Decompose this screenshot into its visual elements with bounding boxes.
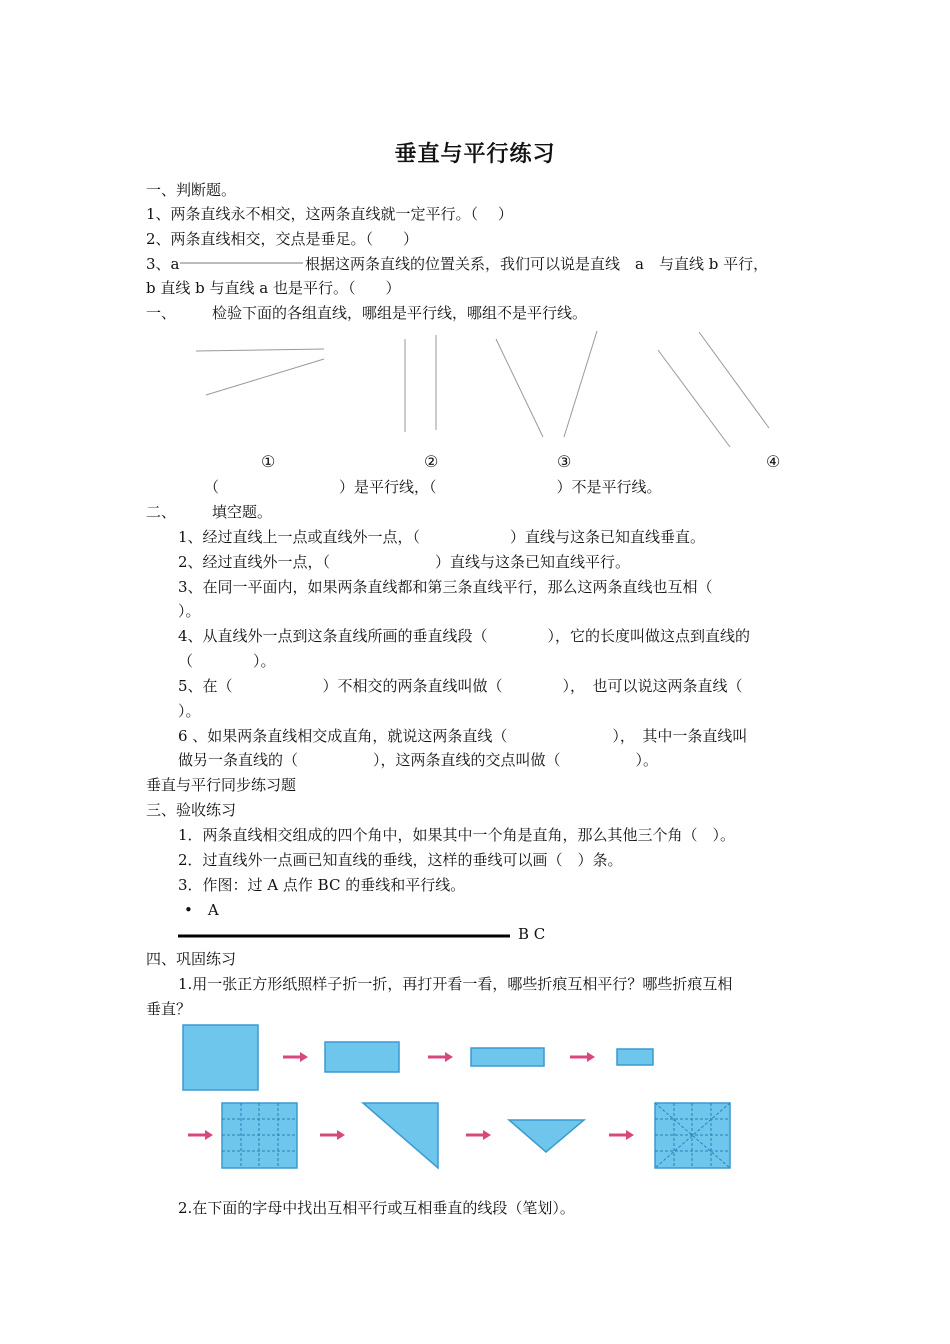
question-1-3-prefix: 3、a: [146, 255, 180, 273]
group-label-1: ①: [261, 452, 276, 471]
arrow-icon: [466, 1130, 491, 1140]
question-2-2: 2、经过直线外一点，（ ）直线与这条已知直线平行。: [178, 553, 631, 571]
arrow-icon: [609, 1130, 634, 1140]
question-2-5b: ）。: [178, 702, 201, 720]
group-label-4: ④: [766, 452, 781, 471]
arrow-icon: [570, 1052, 595, 1062]
fold-grid-square: [222, 1103, 297, 1168]
group-label-2: ②: [424, 452, 439, 471]
bc-label: B C: [518, 925, 546, 943]
question-2-3a: 3、在同一平面内，如果两条直线都和第三条直线平行，那么这两条直线也互相（: [178, 578, 713, 596]
fold-unfolded-square: [655, 1103, 730, 1168]
question-2-6a: 6 、如果两条直线相交成直角，就说这两条直线（ ）， 其中一条直线叫: [178, 727, 748, 745]
sync-title: 垂直与平行同步练习题: [146, 776, 297, 794]
section4-heading: 四、巩固练习: [146, 950, 237, 968]
arrow-icon: [320, 1130, 345, 1140]
question-3-2: 2．过直线外一点画已知直线的垂线，这样的垂线可以画（ ）条。: [178, 851, 623, 869]
question-3-3: 3．作图：过 A 点作 BC 的垂线和平行线。: [178, 876, 466, 894]
fold-square: [183, 1025, 258, 1090]
question-4-1b: 垂直？: [146, 1000, 192, 1018]
question-4-2: 2.在下面的字母中找出互相平行或互相垂直的线段（笔划）。: [178, 1199, 575, 1217]
question-4-1a: 1.用一张正方形纸照样子折一折，再打开看一看，哪些折痕互相平行？哪些折痕互相: [178, 975, 733, 993]
section2-heading-text: 填空题。: [212, 503, 273, 521]
fold-eighth: [617, 1049, 653, 1065]
question-1-3-line2: b 直线 b 与直线 a 也是平行。（ ）: [146, 279, 401, 297]
page-title: 垂直与平行练习: [394, 141, 556, 167]
fold-half: [325, 1042, 399, 1072]
arrow-icon: [188, 1130, 213, 1140]
question-3-1: 1．两条直线相交组成的四个角中，如果其中一个角是直角，那么其他三个角（ ）。: [178, 826, 736, 844]
check-heading-num: 一、: [146, 304, 177, 322]
line-group-4b: [699, 332, 769, 428]
question-1-1: 1、两条直线永不相交，这两条直线就一定平行。（ ）: [146, 205, 513, 223]
line-group-1a: [196, 349, 324, 351]
group-label-3: ③: [557, 452, 572, 471]
fold-quarter: [471, 1048, 544, 1066]
question-2-4a: 4、从直线外一点到这条直线所画的垂直线段（ ），它的长度叫做这点到直线的: [178, 627, 751, 645]
question-2-6b: 做另一条直线的（ ），这两条直线的交点叫做（ ）。: [178, 751, 659, 769]
question-2-5a: 5、在（ ）不相交的两条直线叫做（ ）， 也可以说这两条直线（: [178, 677, 743, 695]
line-group-3b: [564, 331, 597, 437]
line-group-1b: [206, 359, 324, 395]
check-answer-line: （ ）是平行线，（ ）不是平行线。: [204, 478, 662, 496]
line-group-4a: [658, 350, 730, 447]
arrow-icon: [283, 1052, 308, 1062]
question-1-3-line1: 根据这两条直线的位置关系，我们可以说是直线 a 与直线 b 平行，: [305, 255, 769, 273]
question-1-2: 2、两条直线相交，交点是垂足。（ ）: [146, 230, 419, 248]
question-2-3b: ）。: [178, 602, 201, 620]
fold-triangle-right: [363, 1103, 438, 1168]
section1-heading: 一、判断题。: [146, 181, 237, 199]
fold-triangle-down: [509, 1120, 584, 1152]
line-group-3a: [496, 339, 543, 437]
question-2-1: 1、经过直线上一点或直线外一点，（ ）直线与这条已知直线垂直。: [178, 528, 706, 546]
point-a-label: • A: [184, 901, 219, 919]
arrow-icon: [428, 1052, 453, 1062]
check-heading-text: 检验下面的各组直线，哪组是平行线，哪组不是平行线。: [212, 304, 588, 322]
section3-heading: 三、验收练习: [146, 801, 237, 819]
question-2-4b: （ ）。: [178, 652, 276, 670]
section2-heading-num: 二、: [146, 503, 177, 521]
